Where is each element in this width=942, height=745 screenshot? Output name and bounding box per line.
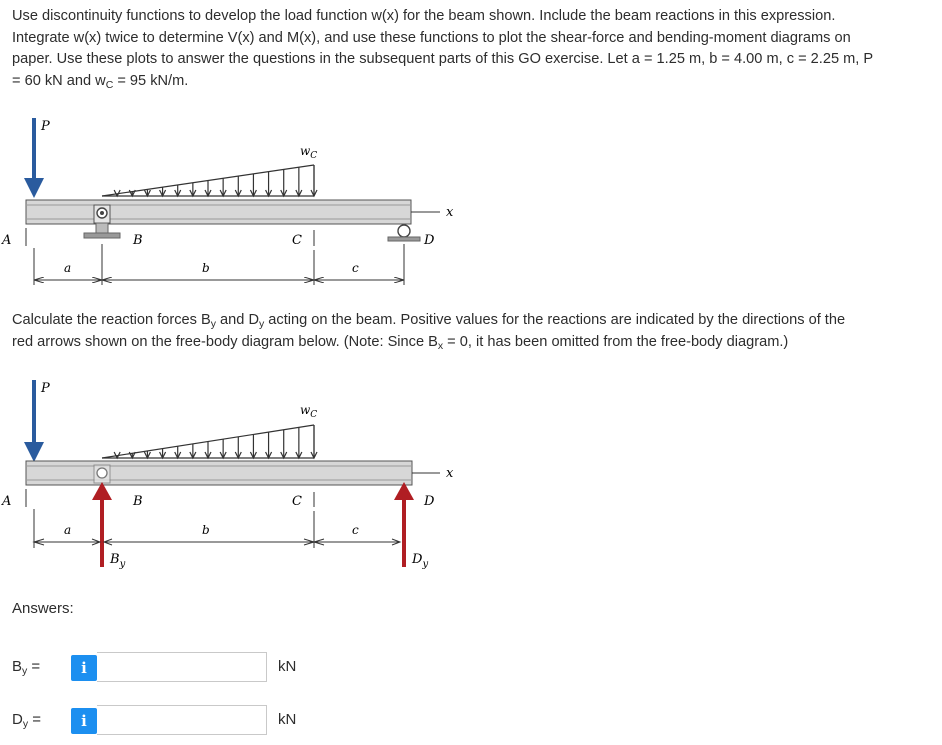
fbd-dim-c-label: c <box>352 523 359 537</box>
info-icon[interactable]: i <box>71 708 97 734</box>
intro-line-4: = 60 kN and $w_C = 95$ kN/m. <box>12 72 189 91</box>
fbd-load-p-arrowhead <box>24 442 44 462</box>
load-arrowhead <box>114 190 120 196</box>
by-unit: kN <box>278 658 297 675</box>
distributed-load <box>102 165 317 196</box>
load-p-arrowhead <box>24 178 44 198</box>
reaction-dy-label: $D_y$ <box>412 552 429 570</box>
intro-line-2: Integrate w(x) twice to determine V(x) and M(x), and use these functions to plot the shear-force and bending-moment diagrams on <box>12 29 851 46</box>
roller-support-d <box>388 225 420 241</box>
dim-a-label: a <box>64 261 72 275</box>
dim-b-label: b <box>202 261 210 275</box>
fbd-dim-a-label: a <box>64 523 72 537</box>
fbd-dim-b-label: b <box>202 523 210 537</box>
problem-statement <box>12 6 927 92</box>
fbd-point-c-label: C <box>292 494 302 509</box>
dimension-line <box>34 244 404 285</box>
fbd-load-p-label: P <box>41 381 50 396</box>
reaction-dy-arrow <box>394 482 414 567</box>
fbd-pin-b <box>94 465 110 483</box>
beam <box>26 200 411 224</box>
answer-by-label: $B_y$ = <box>12 658 41 677</box>
point-a-label: A <box>2 233 12 248</box>
answers-heading: Answers: <box>12 600 74 617</box>
by-answer-input[interactable] <box>97 652 267 682</box>
load-arrowhead <box>114 452 120 458</box>
fbd-point-d-label: D <box>424 494 435 509</box>
x-axis-label: x <box>446 205 454 220</box>
free-body-diagram <box>0 372 480 582</box>
intro-line-3: paper. Use these plots to answer the questions in the subsequent parts of this GO exercise. Let a = 1.25 m, b = 4.00 m, c = 2.25 m, P <box>12 51 874 67</box>
point-d-label: D <box>424 233 435 248</box>
point-b-label: B <box>133 233 143 248</box>
reaction-by-label: $B_y$ <box>110 552 126 570</box>
fbd-distributed-load <box>102 425 317 458</box>
point-c-label: C <box>292 233 302 248</box>
fbd-point-b-label: B <box>133 494 143 509</box>
fbd-x-axis-label: x <box>446 466 454 481</box>
fbd-dimension-line <box>34 509 400 548</box>
fbd-load-wc-label: $w_C$ <box>300 403 318 420</box>
intro-line-1: Use discontinuity functions to develop the load function w(x) for the beam shown. Include the beam reactions in this expression. <box>12 8 836 24</box>
calc-instructions <box>12 310 927 353</box>
dim-c-label: c <box>352 261 359 275</box>
calc-line-1: Calculate the reaction forces $B_y$ and $D_y$ acting on the beam. Positive values for the reactions are indicated by the directions of the <box>12 312 846 330</box>
beam-diagram <box>0 110 480 285</box>
info-icon[interactable]: i <box>71 655 97 681</box>
fbd-beam <box>26 461 412 485</box>
answer-dy-label: $D_y$ = <box>12 711 42 730</box>
reaction-by-arrow <box>92 482 112 567</box>
dy-unit: kN <box>278 711 297 728</box>
calc-line-2: red arrows shown on the free-body diagram below. (Note: Since $B_x = 0$, it has been omitted from the free-body diagram.) <box>12 333 789 352</box>
fbd-point-a-label: A <box>2 494 12 509</box>
load-p-label: P <box>41 119 50 134</box>
load-wc-label: $w_C$ <box>300 144 318 161</box>
dy-answer-input[interactable] <box>97 705 267 735</box>
